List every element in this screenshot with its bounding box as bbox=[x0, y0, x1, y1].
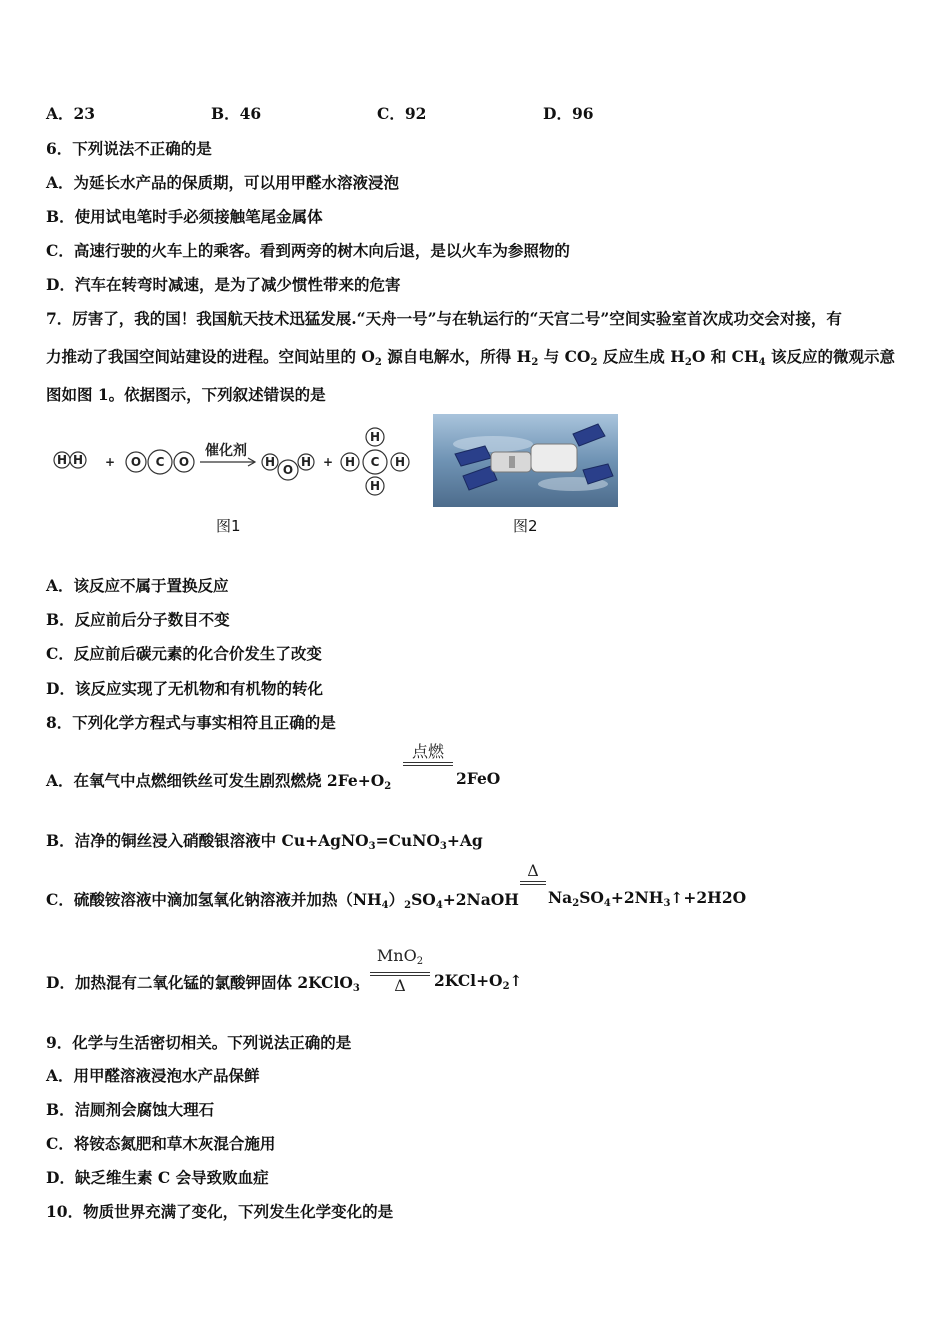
q8-c-product bbox=[548, 888, 746, 909]
q8-b-end: +Ag bbox=[446, 831, 483, 850]
sub: 2 bbox=[404, 900, 412, 911]
q8-b-text: B．洁净的铜丝浸入硝酸银溶液中 Cu+AgNO bbox=[46, 831, 369, 850]
q8-c-condition bbox=[520, 862, 546, 886]
q6-option-b[interactable]: B．使用试电笔时手必须接触笔尾金属体 bbox=[46, 207, 323, 226]
q7-stem2a: 力推动了我国空间站建设的进程。空间站里的 O bbox=[46, 347, 375, 366]
c-label: C bbox=[370, 455, 380, 469]
figure-2-caption: 图2 bbox=[513, 517, 538, 535]
q8-c-prod4: ↑+2H2O bbox=[670, 888, 747, 907]
h-label: H bbox=[369, 479, 381, 493]
h-label: H bbox=[56, 453, 68, 467]
q9-option-b[interactable]: B．洁厕剂会腐蚀大理石 bbox=[46, 1100, 215, 1119]
q8-option-c[interactable] bbox=[46, 888, 519, 911]
q8-c-reagent: +2NaOH bbox=[442, 890, 519, 909]
q6-option-c[interactable]: C．高速行驶的火车上的乘客。看到两旁的树木向后退，是以火车为参照物的 bbox=[46, 241, 570, 260]
q8-option-d[interactable] bbox=[46, 971, 360, 994]
sub-2: 2 bbox=[374, 357, 382, 368]
o-label: O bbox=[282, 463, 294, 477]
q7-stem2d: 反应生成 H bbox=[597, 347, 685, 366]
q5-option-c[interactable]: C．92 bbox=[377, 104, 427, 123]
plus-sign: + bbox=[322, 455, 334, 469]
sub-2: 2 bbox=[590, 357, 598, 368]
catalyst-label: 催化剂 bbox=[205, 443, 247, 459]
heat-condition: Δ bbox=[527, 861, 539, 880]
q9-option-c[interactable]: C．将铵态氮肥和草木灰混合施用 bbox=[46, 1134, 276, 1153]
q8-c-after: SO bbox=[411, 890, 436, 909]
sub: 2 bbox=[416, 956, 424, 967]
sub-2: 2 bbox=[531, 357, 539, 368]
heat-condition: Δ bbox=[394, 976, 406, 995]
q10-stem: 10．物质世界充满了变化，下列发生化学变化的是 bbox=[46, 1202, 394, 1221]
sub: 3 bbox=[352, 983, 360, 994]
sub: 2 bbox=[572, 898, 580, 909]
mno2: MnO bbox=[376, 946, 417, 965]
sub: 3 bbox=[368, 841, 376, 852]
q8-d-prod: 2KCl+O bbox=[434, 971, 503, 990]
h-label: H bbox=[72, 453, 84, 467]
sub: 4 bbox=[435, 900, 443, 911]
h-label: H bbox=[264, 455, 276, 469]
plus-sign: + bbox=[104, 455, 116, 469]
sub: 2 bbox=[502, 981, 510, 992]
sub: 3 bbox=[663, 898, 671, 909]
q8-a-condition bbox=[403, 743, 453, 767]
q8-d-text: D．加热混有二氧化锰的氯酸钾固体 2KClO bbox=[46, 973, 353, 992]
q7-stem2e: O 和 CH bbox=[691, 347, 759, 366]
equals-bar bbox=[520, 881, 546, 885]
q7-option-c[interactable]: C．反应前后碳元素的化合价发生了改变 bbox=[46, 644, 322, 663]
q7-option-d[interactable]: D．该反应实现了无机物和有机物的转化 bbox=[46, 679, 323, 698]
q8-c-prod2: SO bbox=[579, 888, 604, 907]
h-label: H bbox=[369, 430, 381, 444]
q5-option-d[interactable]: D．96 bbox=[543, 104, 594, 123]
q8-stem: 8．下列化学方程式与事实相符且正确的是 bbox=[46, 713, 336, 732]
q9-option-a[interactable]: A．用甲醛溶液浸泡水产品保鲜 bbox=[46, 1066, 260, 1085]
h-label: H bbox=[394, 455, 406, 469]
q8-option-a[interactable] bbox=[46, 769, 391, 792]
ignition-condition: 点燃 bbox=[411, 742, 444, 761]
q6-option-d[interactable]: D．汽车在转弯时减速，是为了减少惯性带来的危害 bbox=[46, 275, 401, 294]
figure-1-caption: 图1 bbox=[216, 517, 241, 535]
q8-a-text: A．在氧气中点燃细铁丝可发生剧烈燃烧 2Fe+O bbox=[46, 771, 385, 790]
sub: 2 bbox=[384, 781, 392, 792]
q5-option-b[interactable]: B．46 bbox=[211, 104, 262, 123]
q8-d-condition bbox=[370, 947, 430, 995]
figure-1-reaction-diagram bbox=[50, 420, 420, 500]
q8-c-mid: ） bbox=[388, 890, 405, 909]
q8-c-prod1: Na bbox=[548, 888, 573, 907]
q7-stem-line1: 7．厉害了，我的国！我国航天技术迅猛发展.“天舟一号”与在轨运行的“天宫二号”空间实验室首次成功交会对接，有 bbox=[46, 309, 842, 328]
q7-stem2f: 该反应的微观示意 bbox=[765, 347, 895, 366]
c-label: C bbox=[155, 455, 165, 469]
q7-stem2c: 与 CO bbox=[538, 347, 591, 366]
catalyst-condition bbox=[370, 947, 430, 971]
h-label: H bbox=[344, 455, 356, 469]
q6-stem: 6．下列说法不正确的是 bbox=[46, 139, 212, 158]
h-label: H bbox=[300, 455, 312, 469]
sub: 4 bbox=[603, 898, 611, 909]
equals-bar bbox=[403, 762, 453, 766]
q8-d-product bbox=[434, 971, 523, 992]
q9-stem: 9．化学与生活密切相关。下列说法正确的是 bbox=[46, 1033, 352, 1052]
q5-option-a[interactable]: A．23 bbox=[46, 104, 96, 123]
q7-stem-line3: 图如图 1。依据图示，下列叙述错误的是 bbox=[46, 385, 326, 404]
q6-option-a[interactable]: A．为延长水产品的保质期，可以用甲醛水溶液浸泡 bbox=[46, 173, 400, 192]
sub: 4 bbox=[381, 900, 389, 911]
sub: 3 bbox=[439, 841, 447, 852]
figure-2-space-station-image bbox=[433, 414, 618, 507]
sub-2: 2 bbox=[684, 357, 692, 368]
q7-stem2b: 源自电解水，所得 H bbox=[381, 347, 532, 366]
q9-option-d[interactable]: D．缺乏维生素 C 会导致败血症 bbox=[46, 1168, 269, 1187]
q8-b-mid: =CuNO bbox=[375, 831, 440, 850]
sub-4: 4 bbox=[758, 357, 766, 368]
q8-option-b[interactable] bbox=[46, 829, 483, 852]
o-label: O bbox=[178, 455, 190, 469]
q8-c-text: C．硫酸铵溶液中滴加氢氧化钠溶液并加热（NH bbox=[46, 890, 382, 909]
o-label: O bbox=[130, 455, 142, 469]
q7-option-a[interactable]: A．该反应不属于置换反应 bbox=[46, 576, 229, 595]
q8-c-prod3: +2NH bbox=[610, 888, 664, 907]
q7-option-b[interactable]: B．反应前后分子数目不变 bbox=[46, 610, 230, 629]
q5-options bbox=[0, 102, 950, 122]
q7-stem-line2 bbox=[46, 345, 895, 368]
q8-d-prod-end: ↑ bbox=[509, 971, 523, 990]
q8-a-product: 2FeO bbox=[456, 769, 501, 788]
